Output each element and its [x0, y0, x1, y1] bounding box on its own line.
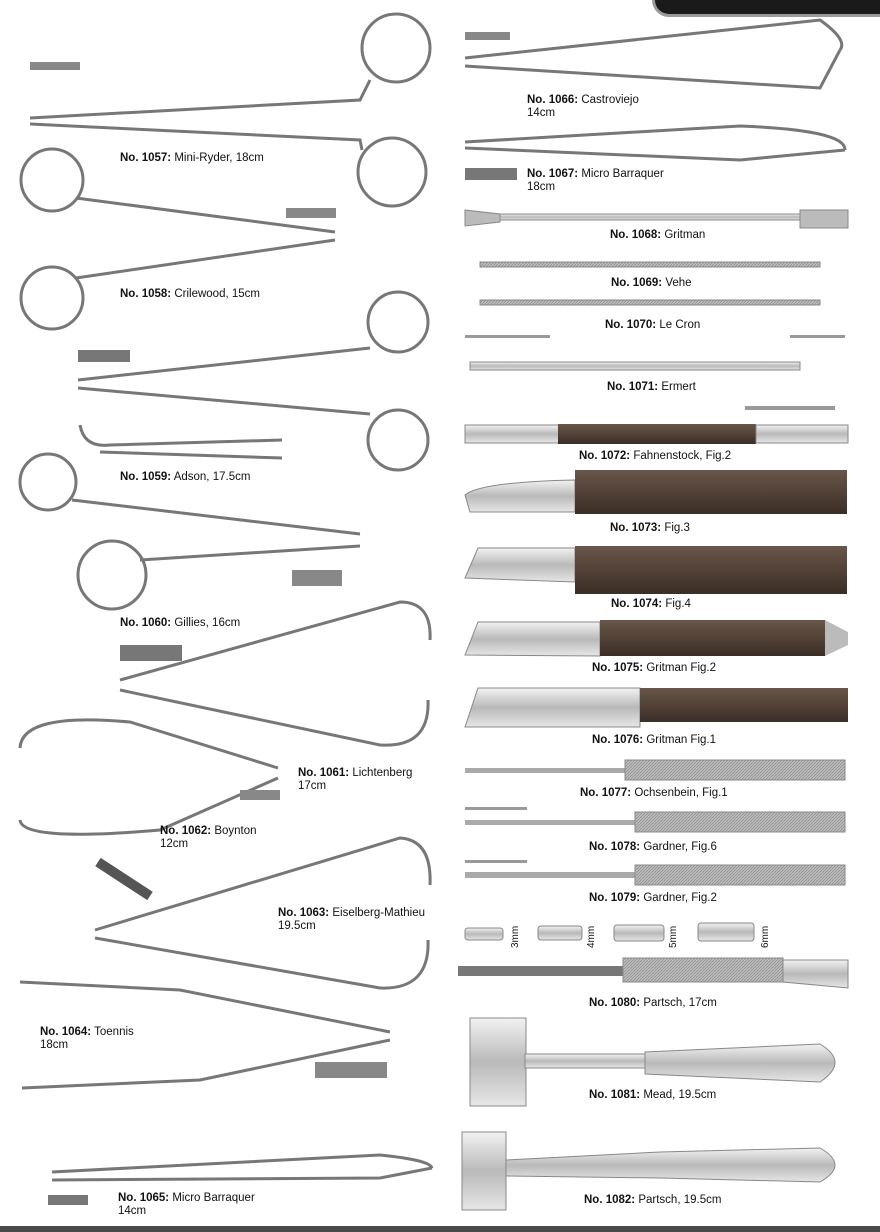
instrument-1078: [465, 807, 845, 832]
label-1077: No. 1077: Ochsenbein, Fig.1: [580, 787, 728, 799]
label-1067: No. 1067: Micro Barraquer 18cm: [527, 168, 664, 193]
instrument-1072: [465, 406, 848, 444]
label-1066: No. 1066: Castroviejo 14cm: [527, 94, 639, 119]
instrument-1073: [465, 470, 847, 514]
chisel-tips: [465, 923, 754, 941]
width-label-3mm: 3mm: [510, 925, 521, 948]
width-label-5mm: 5mm: [668, 925, 679, 948]
label-1078: No. 1078: Gardner, Fig.6: [589, 841, 717, 853]
label-1073: No. 1073: Fig.3: [610, 522, 690, 534]
label-1069: No. 1069: Vehe: [611, 277, 692, 289]
label-1070: No. 1070: Le Cron: [605, 319, 701, 331]
label-1057: No. 1057: Mini-Ryder, 18cm: [120, 152, 264, 164]
label-1065: No. 1065: Micro Barraquer 14cm: [118, 1192, 255, 1217]
label-1063: No. 1063: Eiselberg-Mathieu 19.5cm: [278, 907, 426, 932]
label-1062: No. 1062: Boynton 12cm: [160, 825, 257, 850]
instrument-1075: [465, 620, 848, 656]
label-1060: No. 1060: Gillies, 16cm: [120, 617, 241, 629]
width-label-4mm: 4mm: [586, 925, 597, 948]
bottom-bar: [0, 1226, 880, 1232]
instrument-1080: [458, 958, 848, 988]
instrument-1077: [465, 760, 845, 780]
label-1074: No. 1074: Fig.4: [611, 598, 691, 610]
instrument-1068: [465, 210, 848, 228]
label-1076: No. 1076: Gritman Fig.1: [592, 734, 717, 746]
label-1068: No. 1068: Gritman: [610, 229, 706, 241]
label-1082: No. 1082: Partsch, 19.5cm: [584, 1194, 722, 1206]
label-1081: No. 1081: Mead, 19.5cm: [589, 1089, 717, 1101]
needle-holder-1062: [20, 720, 280, 834]
label-1058: No. 1058: Crilewood, 15cm: [120, 288, 260, 300]
label-1075: No. 1075: Gritman Fig.2: [592, 662, 717, 674]
instrument-1071: [465, 335, 845, 370]
instrument-1074: [465, 546, 847, 594]
label-1061: No. 1061: Lichtenberg 17cm: [298, 767, 413, 792]
label-1080: No. 1080: Partsch, 17cm: [589, 997, 717, 1009]
instrument-1070: [480, 300, 820, 305]
width-label-6mm: 6mm: [760, 925, 771, 948]
needle-holder-1066: [465, 20, 842, 88]
label-1059: No. 1059: Adson, 17.5cm: [120, 471, 251, 483]
instrument-1079: [465, 860, 845, 885]
needle-holder-1058: [21, 149, 336, 329]
instrument-1069: [480, 262, 820, 267]
label-1064: No. 1064: Toennis 18cm: [40, 1026, 134, 1051]
needle-holder-1059: [78, 292, 428, 470]
instrument-1076: [465, 688, 848, 727]
label-1071: No. 1071: Ermert: [607, 381, 696, 393]
label-1079: No. 1079: Gardner, Fig.2: [589, 892, 717, 904]
needle-holder-1057: [30, 14, 430, 206]
label-1072: No. 1072: Fahnenstock, Fig.2: [579, 450, 732, 462]
